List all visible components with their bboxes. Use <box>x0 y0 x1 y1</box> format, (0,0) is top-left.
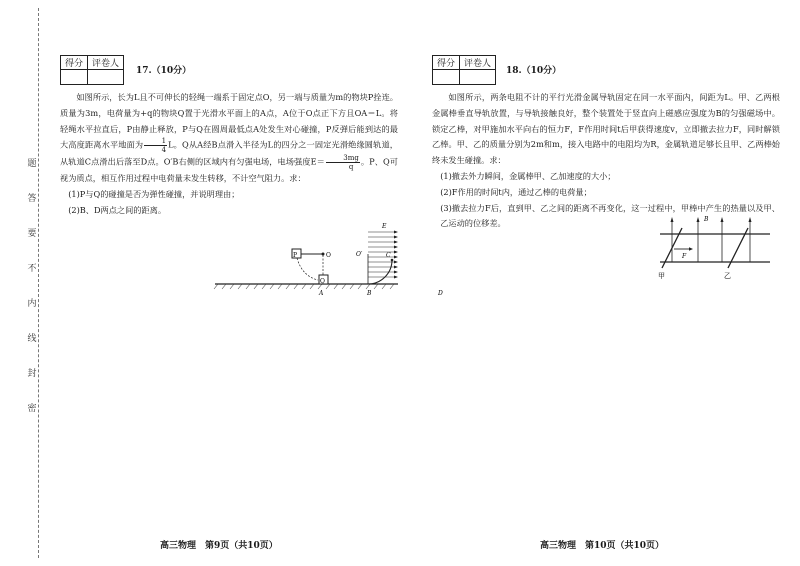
fraction-field <box>326 154 360 171</box>
sub-question-2: (2)B、D两点之间的距离。 <box>68 204 167 215</box>
label-f: F <box>682 253 687 260</box>
seal-char: 要 <box>27 229 37 239</box>
para-part1: 如图所示，长为L且不可伸长的轻绳一端系于固定点O，另一端与质量为m的物块P拴连。质量为3m，电荷量为+q的物块Q置于光滑水平面上的A点，A位于O点正下方且OA＝L。将轻绳水平拉直后，P由静止释放，P与Q在圆周最低点A处发生对心碰撞，P反弹后能到达的最大高度距离水平地面为 <box>60 92 398 150</box>
magnetic-field-arrowheads <box>671 217 752 222</box>
seal-char: 内 <box>27 299 37 309</box>
electric-field-lines <box>368 232 396 277</box>
sub-question-1: (1)撤去外力瞬间，金属棒甲、乙加速度的大小； <box>440 170 616 181</box>
page-footer-10: 高三物理 第10页（共10页） <box>540 541 665 551</box>
para-part3: 。P、Q可视为质点，相互作用过程中电荷量未发生转移，不计空气阻力。求： <box>60 156 398 184</box>
sub-question-1: (1)P与Q的碰撞是否为弹性碰撞，并说明理由； <box>68 189 240 200</box>
label-c: C <box>386 252 391 259</box>
score-cell <box>61 70 88 85</box>
sub-question-3: (3)撤去拉力F后，直到甲、乙之间的距离不再变化，这一过程中，甲棒中产生的热量以及甲、乙运动的位移差。 <box>440 202 780 229</box>
question-18-paragraph: 如图所示，两条电阻不计的平行光滑金属导轨固定在同一水平面内，间距为L。甲、乙两根金属棒垂直导轨放置，与导轨接触良好，整个装置处于竖直向上磁感应强度为B的匀强磁场中。锁定乙棒，对甲施加水平向右的恒力F，F作用时间t后甲获得速度v，立即撤去拉力F，同时解锁乙棒。甲、乙的质量分别为2m和m，接入电路中的电阻均为R，金属轨道足够长且甲、乙两棒始终未发生碰撞。求： <box>432 92 780 166</box>
label-b: B <box>704 216 709 223</box>
label-p: P <box>293 252 298 259</box>
seal-line-text <box>26 160 38 414</box>
reviewer-cell <box>460 70 496 85</box>
label-yi: 乙 <box>724 272 731 280</box>
label-a: A <box>319 290 324 297</box>
binding-dashed-line <box>38 8 39 558</box>
score-box <box>60 55 124 85</box>
score-label: 得分 <box>433 56 460 70</box>
seal-char: 封 <box>27 369 37 379</box>
question-17-body <box>60 90 398 219</box>
figure-18 <box>654 212 774 284</box>
seal-char: 答 <box>27 194 37 204</box>
force-arrowhead <box>689 247 693 250</box>
ground-hatching <box>214 284 394 289</box>
reviewer-label: 评卷人 <box>88 56 124 70</box>
fraction-quarter <box>144 137 167 154</box>
seal-char: 不 <box>27 264 37 274</box>
question-17-title: 17.（10分） <box>136 66 192 76</box>
question-18-body <box>432 90 780 232</box>
field-arrowheads <box>394 231 398 279</box>
question-18-title: 18.（10分） <box>506 66 562 76</box>
swing-arc <box>297 258 318 280</box>
score-box <box>432 55 496 85</box>
frac-den: q <box>348 163 354 172</box>
point-c <box>391 259 394 262</box>
para-part2: L。Q从A经B点滑入半径为L的四分之一固定光滑绝缘圆轨道，从轨道C点滑出后落至D点。O′B右侧的区域内有匀强电场，电场强度E＝ <box>60 139 398 167</box>
page-10 <box>432 0 782 566</box>
seal-char: 密 <box>27 404 37 414</box>
page-9 <box>60 0 443 566</box>
question-17-paragraph <box>60 90 398 187</box>
reviewer-label: 评卷人 <box>460 56 496 70</box>
sub-question-2: (2)F作用的时间t内，通过乙棒的电荷量； <box>440 186 592 197</box>
page-footer-9: 高三物理 第9页（共10页） <box>160 541 278 551</box>
seal-char: 线 <box>27 334 37 344</box>
label-jia: 甲 <box>658 272 665 280</box>
frac-num: 3mg <box>326 154 360 163</box>
score-label: 得分 <box>61 56 88 70</box>
label-q: Q <box>320 278 325 285</box>
label-b: B <box>367 290 372 297</box>
label-d: D <box>438 290 443 297</box>
frac-num: 1 <box>144 137 167 146</box>
seal-char: 题 <box>27 159 37 169</box>
frac-den: 4 <box>161 146 167 155</box>
figure-17 <box>210 218 443 300</box>
score-cell <box>433 70 460 85</box>
label-o-prime: O′ <box>356 251 363 258</box>
label-e: E <box>382 223 387 230</box>
reviewer-cell <box>88 70 124 85</box>
label-o: O <box>326 252 331 259</box>
